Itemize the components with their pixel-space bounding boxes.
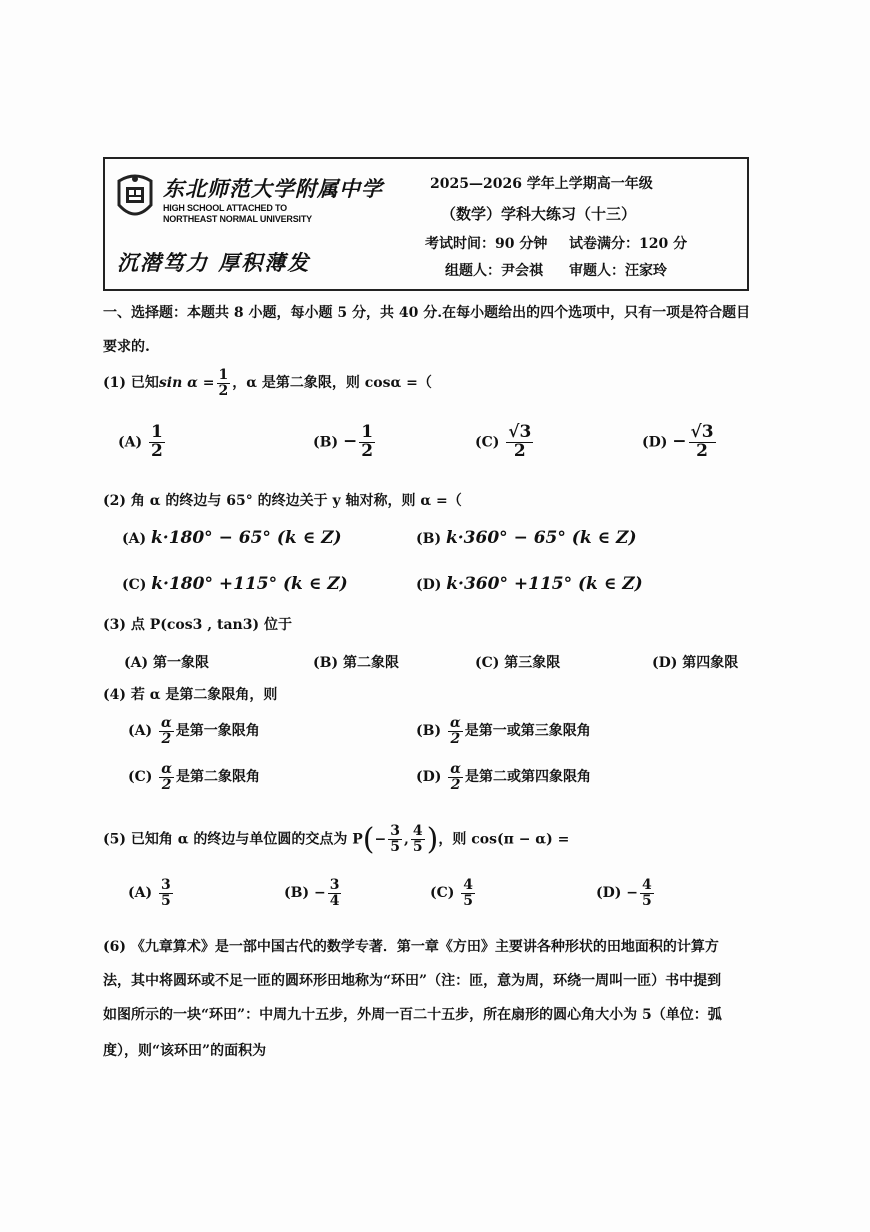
section-instructions-line1: 一、选择题：本题共 8 小题，每小题 5 分，共 40 分.在每小题给出的四个选项中，只有一项是符合题目 bbox=[103, 305, 751, 321]
q3-option-c[interactable]: (C) 第三象限 bbox=[475, 655, 561, 671]
question-4-stem: (4) 若 α 是第二象限角，则 bbox=[103, 687, 278, 703]
q3-option-b[interactable]: (B) 第二象限 bbox=[313, 655, 399, 671]
q1-option-b[interactable]: (B) − $\frac{1}{2}$ bbox=[313, 422, 374, 461]
q3-option-a[interactable]: (A) 第一象限 bbox=[124, 655, 209, 671]
school-name-en-2: NORTHEAST NORMAL UNIVERSITY bbox=[163, 214, 312, 224]
exam-title: 2025—2026 学年上学期高一年级 bbox=[430, 176, 653, 192]
exam-time: 考试时间：90 分钟 bbox=[425, 236, 548, 252]
q2-option-c[interactable]: (C) k·180° +115° (k ∈ Z) bbox=[122, 574, 348, 594]
school-motto: 沉潜笃力 厚积薄发 bbox=[117, 250, 311, 275]
school-crest-icon bbox=[115, 171, 155, 223]
q1-prefix: (1) 已知 bbox=[103, 375, 159, 392]
q4-option-b[interactable]: (B) $\frac{\alpha}{2}$ 是第一或第三象限角 bbox=[416, 715, 591, 747]
question-6-line4: 度），则“该环田”的面积为 bbox=[103, 1043, 267, 1059]
q1-option-c[interactable]: (C) $\frac{√3}{2}$ bbox=[475, 422, 532, 461]
q4-option-c[interactable]: (C) $\frac{\alpha}{2}$ 是第二象限角 bbox=[128, 761, 261, 793]
question-1-stem bbox=[103, 368, 432, 398]
q5-option-d[interactable]: (D) − $\frac{4}{5}$ bbox=[596, 877, 652, 909]
question-3-stem: (3) 点 P(cos3 , tan3) 位于 bbox=[103, 617, 292, 633]
q5-option-c[interactable]: (C) $\frac{4}{5}$ bbox=[430, 877, 474, 909]
q2-option-b[interactable]: (B) k·360° − 65° (k ∈ Z) bbox=[416, 528, 637, 548]
exam-reviewer: 审题人：汪家玲 bbox=[569, 263, 667, 279]
q1-option-d[interactable]: (D) − $\frac{√3}{2}$ bbox=[642, 422, 714, 461]
section-instructions-line2: 要求的. bbox=[103, 339, 150, 355]
q2-option-a[interactable]: (A) k·180° − 65° (k ∈ Z) bbox=[122, 528, 342, 548]
school-name-cn: 东北师范大学附属中学 bbox=[163, 176, 383, 201]
exam-author: 组题人：尹会祺 bbox=[445, 263, 543, 279]
q4-option-a[interactable]: (A) $\frac{\alpha}{2}$ 是第一象限角 bbox=[128, 715, 260, 747]
q4-option-d[interactable]: (D) $\frac{\alpha}{2}$ 是第二或第四象限角 bbox=[416, 761, 592, 793]
q5-option-a[interactable]: (A) $\frac{3}{5}$ bbox=[128, 877, 171, 909]
q5-option-b[interactable]: (B) − $\frac{3}{4}$ bbox=[284, 877, 340, 909]
q1-suffix: ，α 是第二象限，则 cosα =（ bbox=[232, 375, 432, 392]
q2-option-d[interactable]: (D) k·360° +115° (k ∈ Z) bbox=[416, 574, 643, 594]
question-5-stem: (5) 已知角 α 的终边与单位圆的交点为 P(− $\frac{3}{5}$ , $\frac{4}{5}$ )，则 cos(π − α) = bbox=[103, 822, 570, 857]
q1-option-a[interactable]: (A) $\frac{1}{2}$ bbox=[118, 422, 163, 461]
exam-subtitle: （数学）学科大练习（十三） bbox=[441, 205, 637, 223]
school-name-en-1: HIGH SCHOOL ATTACHED TO bbox=[163, 203, 287, 213]
question-6-line1: (6) 《九章算术》是一部中国古代的数学专著．第一章《方田》主要讲各种形状的田地面积的计算方 bbox=[103, 939, 719, 955]
q3-option-d[interactable]: (D) 第四象限 bbox=[652, 655, 739, 671]
question-6-line3: 如图所示的一块“环田”：中周九十五步，外周一百二十五步，所在扇形的圆心角大小为 5（单位：弧 bbox=[103, 1007, 722, 1023]
q5-suffix: ，则 cos(π − α) = bbox=[438, 831, 570, 848]
question-6-line2: 法，其中将圆环或不足一匝的圆环形田地称为“环田”（注：匝，意为周，环绕一周叫一匝）书中提到 bbox=[103, 973, 722, 989]
q5-prefix: (5) 已知角 α 的终边与单位圆的交点为 P bbox=[103, 831, 363, 848]
exam-header bbox=[103, 157, 749, 291]
q1-fraction: $\frac{1}{2}$ bbox=[218, 367, 229, 399]
q1-sin: sin α = bbox=[158, 375, 215, 392]
exam-score: 试卷满分：120 分 bbox=[569, 236, 688, 252]
question-2-stem: (2) 角 α 的终边与 65° 的终边关于 y 轴对称，则 α =（ bbox=[103, 493, 462, 509]
